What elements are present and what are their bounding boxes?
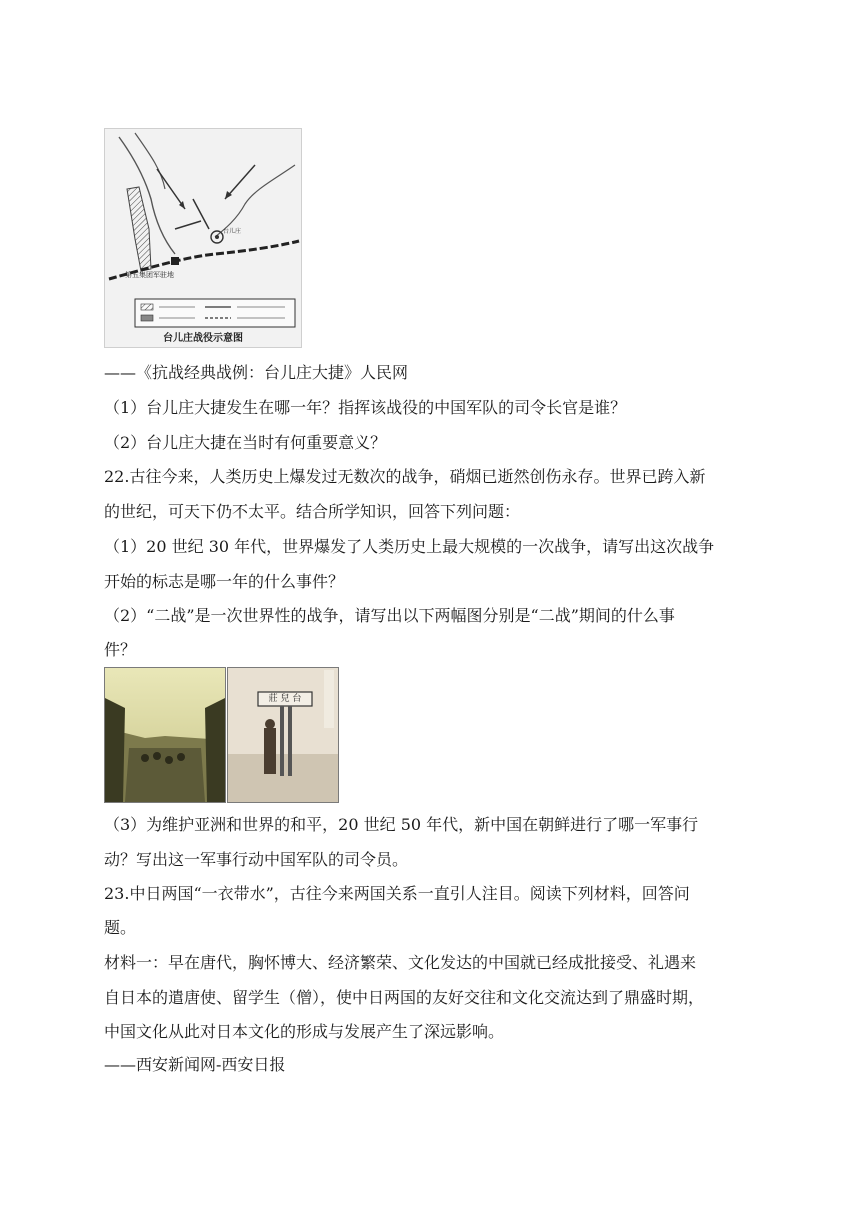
question-22-2-line-1: （2）“二战”是一次世界性的战争，请写出以下两幅图分别是“二战”期间的什么事 [104, 606, 675, 625]
map-hq-label: 第五集团军驻地 [125, 271, 174, 279]
question-22-2-line-2: 件？ [104, 640, 137, 659]
material-1-line-3: 中国文化从此对日本文化的形成与发展产生了深远影响。 [104, 1022, 505, 1041]
question-22-3-line-2: 动？写出这一军事行动中国军队的司令员。 [104, 850, 409, 869]
question-21-2: （2）台儿庄大捷在当时有何重要意义？ [104, 433, 387, 452]
map-caption: 台儿庄战役示意图 [163, 333, 243, 344]
source-line-1: ——《抗战经典战例：台儿庄大捷》人民网 [104, 363, 409, 382]
question-22-intro-2: 的世纪，可天下仍不太平。结合所学知识，回答下列问题： [104, 502, 521, 521]
landing-photo [104, 667, 226, 803]
battle-map-drawing [105, 129, 301, 347]
question-21-1: （1）台儿庄大捷发生在哪一年？指挥该战役的中国军队的司令长官是谁？ [104, 398, 627, 417]
question-22-3-line-1: （3）为维护亚洲和世界的和平，20 世纪 50 年代，新中国在朝鲜进行了哪一军事行 [104, 815, 699, 834]
battle-map-figure [104, 128, 302, 348]
map-city-label: 台儿庄 [223, 228, 242, 235]
question-22-1-line-2: 开始的标志是哪一年的什么事件？ [104, 572, 345, 591]
sign-text: 莊 兒 台 [268, 694, 302, 704]
source-line-2: ——西安新闻网-西安日报 [104, 1055, 286, 1074]
taierzhuang-photo [227, 667, 339, 803]
question-22-1-line-1: （1）20 世纪 30 年代，世界爆发了人类历史上最大规模的一次战争，请写出这次战争 [104, 537, 715, 556]
question-23-intro-1: 23.中日两国“一衣带水”，古往今来两国关系一直引人注目。阅读下列材料，回答问 [104, 884, 690, 903]
question-23-intro-2: 题。 [104, 918, 137, 937]
question-22-intro-1: 22.古往今来，人类历史上爆发过无数次的战争，硝烟已逝然创伤永存。世界已跨入新 [104, 467, 706, 486]
material-1-line-2: 自日本的遣唐使、留学生（僧），使中日两国的友好交往和文化交流达到了鼎盛时期， [104, 988, 705, 1007]
material-1-line-1: 材料一：早在唐代，胸怀博大、经济繁荣、文化发达的中国就已经成批接受、礼遇来 [104, 953, 697, 972]
